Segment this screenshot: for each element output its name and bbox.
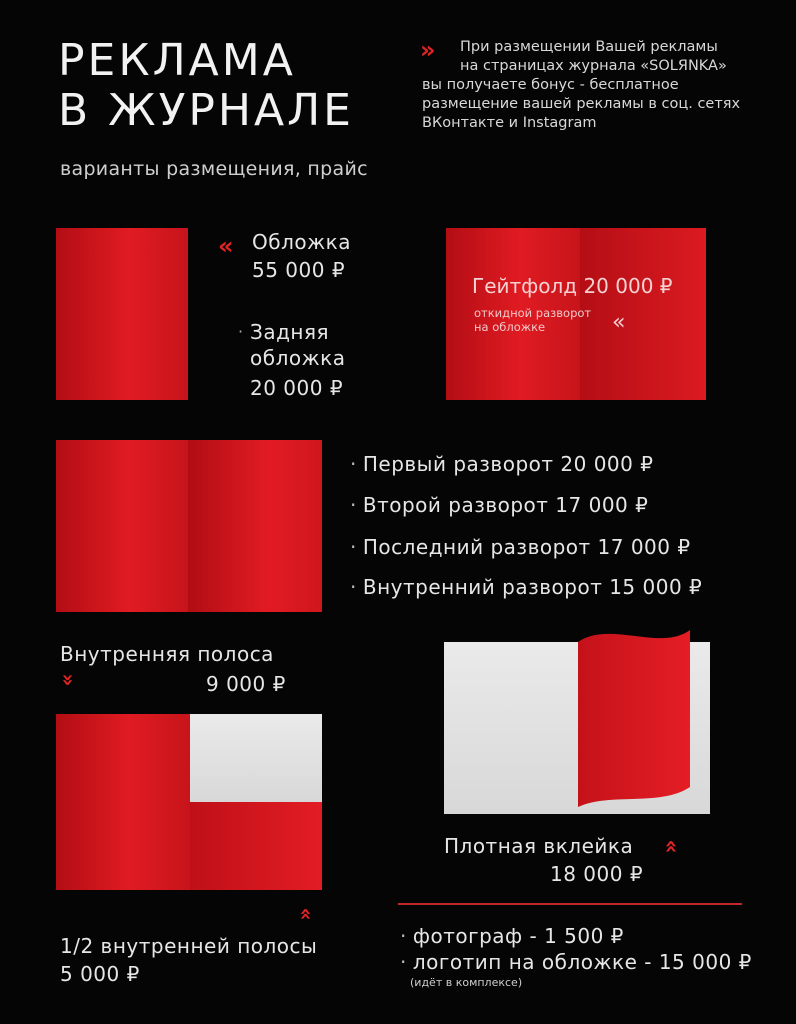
intro-line: размещение вашей рекламы в соц. сетях	[422, 96, 741, 112]
gatefold-note-1: откидной разворот	[474, 306, 592, 320]
chevron-left-icon: «	[612, 310, 626, 335]
intro-text	[422, 38, 752, 133]
gatefold-right-page	[580, 228, 706, 400]
title-line-2: В ЖУРНАЛЕ	[58, 85, 354, 136]
extra-photographer-label: фотограф - 1 500 ₽	[412, 924, 624, 948]
cover-label: Обложка	[252, 230, 351, 254]
insert-red-page	[570, 612, 710, 812]
spread-item-inner: · Внутренний разворот 15 000 ₽	[350, 575, 703, 599]
intro-line: ВКонтакте и Instagram	[422, 115, 597, 131]
bullet-icon: ·	[238, 322, 244, 341]
back-cover-label-2: обложка	[250, 346, 346, 370]
chevron-down-icon: »	[56, 673, 81, 687]
chevron-left-icon: «	[218, 232, 234, 260]
title-line-1: РЕКЛАМА	[58, 35, 296, 86]
extra-logo-label: логотип на обложке - 15 000 ₽	[412, 950, 752, 974]
insert-price: 18 000 ₽	[550, 862, 644, 886]
insert-label: Плотная вклейка	[444, 834, 634, 858]
spread-item-label: Последний разворот 17 000 ₽	[362, 535, 691, 559]
intro-line: вы получаете бонус - бесплатное	[422, 77, 679, 93]
half-page-label: 1/2 внутренней полосы	[60, 934, 318, 958]
spread-item-label: Внутренний разворот 15 000 ₽	[362, 575, 703, 599]
page-subtitle: варианты размещения, прайс	[60, 158, 368, 180]
spread-item-last: · Последний разворот 17 000 ₽	[350, 535, 691, 559]
gatefold-note-2: на обложке	[474, 320, 546, 334]
cover-price: 55 000 ₽	[252, 258, 346, 282]
spread-left-page	[56, 440, 188, 612]
divider	[398, 903, 742, 905]
extra-photographer: · фотограф - 1 500 ₽	[400, 924, 624, 948]
cover-illustration	[56, 228, 188, 400]
spread-right-page	[188, 440, 322, 612]
half-page-price: 5 000 ₽	[60, 962, 140, 986]
spread-item-second: · Второй разворот 17 000 ₽	[350, 493, 649, 517]
spread-item-first: · Первый разворот 20 000 ₽	[350, 452, 654, 476]
half-page-red	[190, 802, 322, 890]
back-cover-label-1: Задняя	[250, 320, 330, 344]
back-cover-price: 20 000 ₽	[250, 376, 344, 400]
spread-item-label: Второй разворот 17 000 ₽	[362, 493, 649, 517]
spread-item-label: Первый разворот 20 000 ₽	[362, 452, 654, 476]
half-page-left-page	[56, 714, 190, 890]
insert-left-page	[444, 642, 578, 814]
extra-logo: · логотип на обложке - 15 000 ₽	[400, 950, 752, 974]
chevron-right-icon: »	[420, 36, 436, 64]
half-page-blank	[190, 714, 322, 802]
inner-page-price: 9 000 ₽	[206, 672, 286, 696]
chevron-up-icon: »	[292, 907, 317, 921]
extras-note: (идёт в комплексе)	[410, 976, 523, 989]
page-title	[58, 36, 354, 136]
inner-page-label: Внутренняя полоса	[60, 642, 274, 666]
intro-line: При размещении Вашей рекламы	[460, 39, 718, 55]
gatefold-label: Гейтфолд 20 000 ₽	[472, 274, 673, 298]
chevron-up-icon: »	[658, 839, 684, 854]
intro-line: на страницах журнала «SOLЯNKA»	[460, 58, 727, 74]
